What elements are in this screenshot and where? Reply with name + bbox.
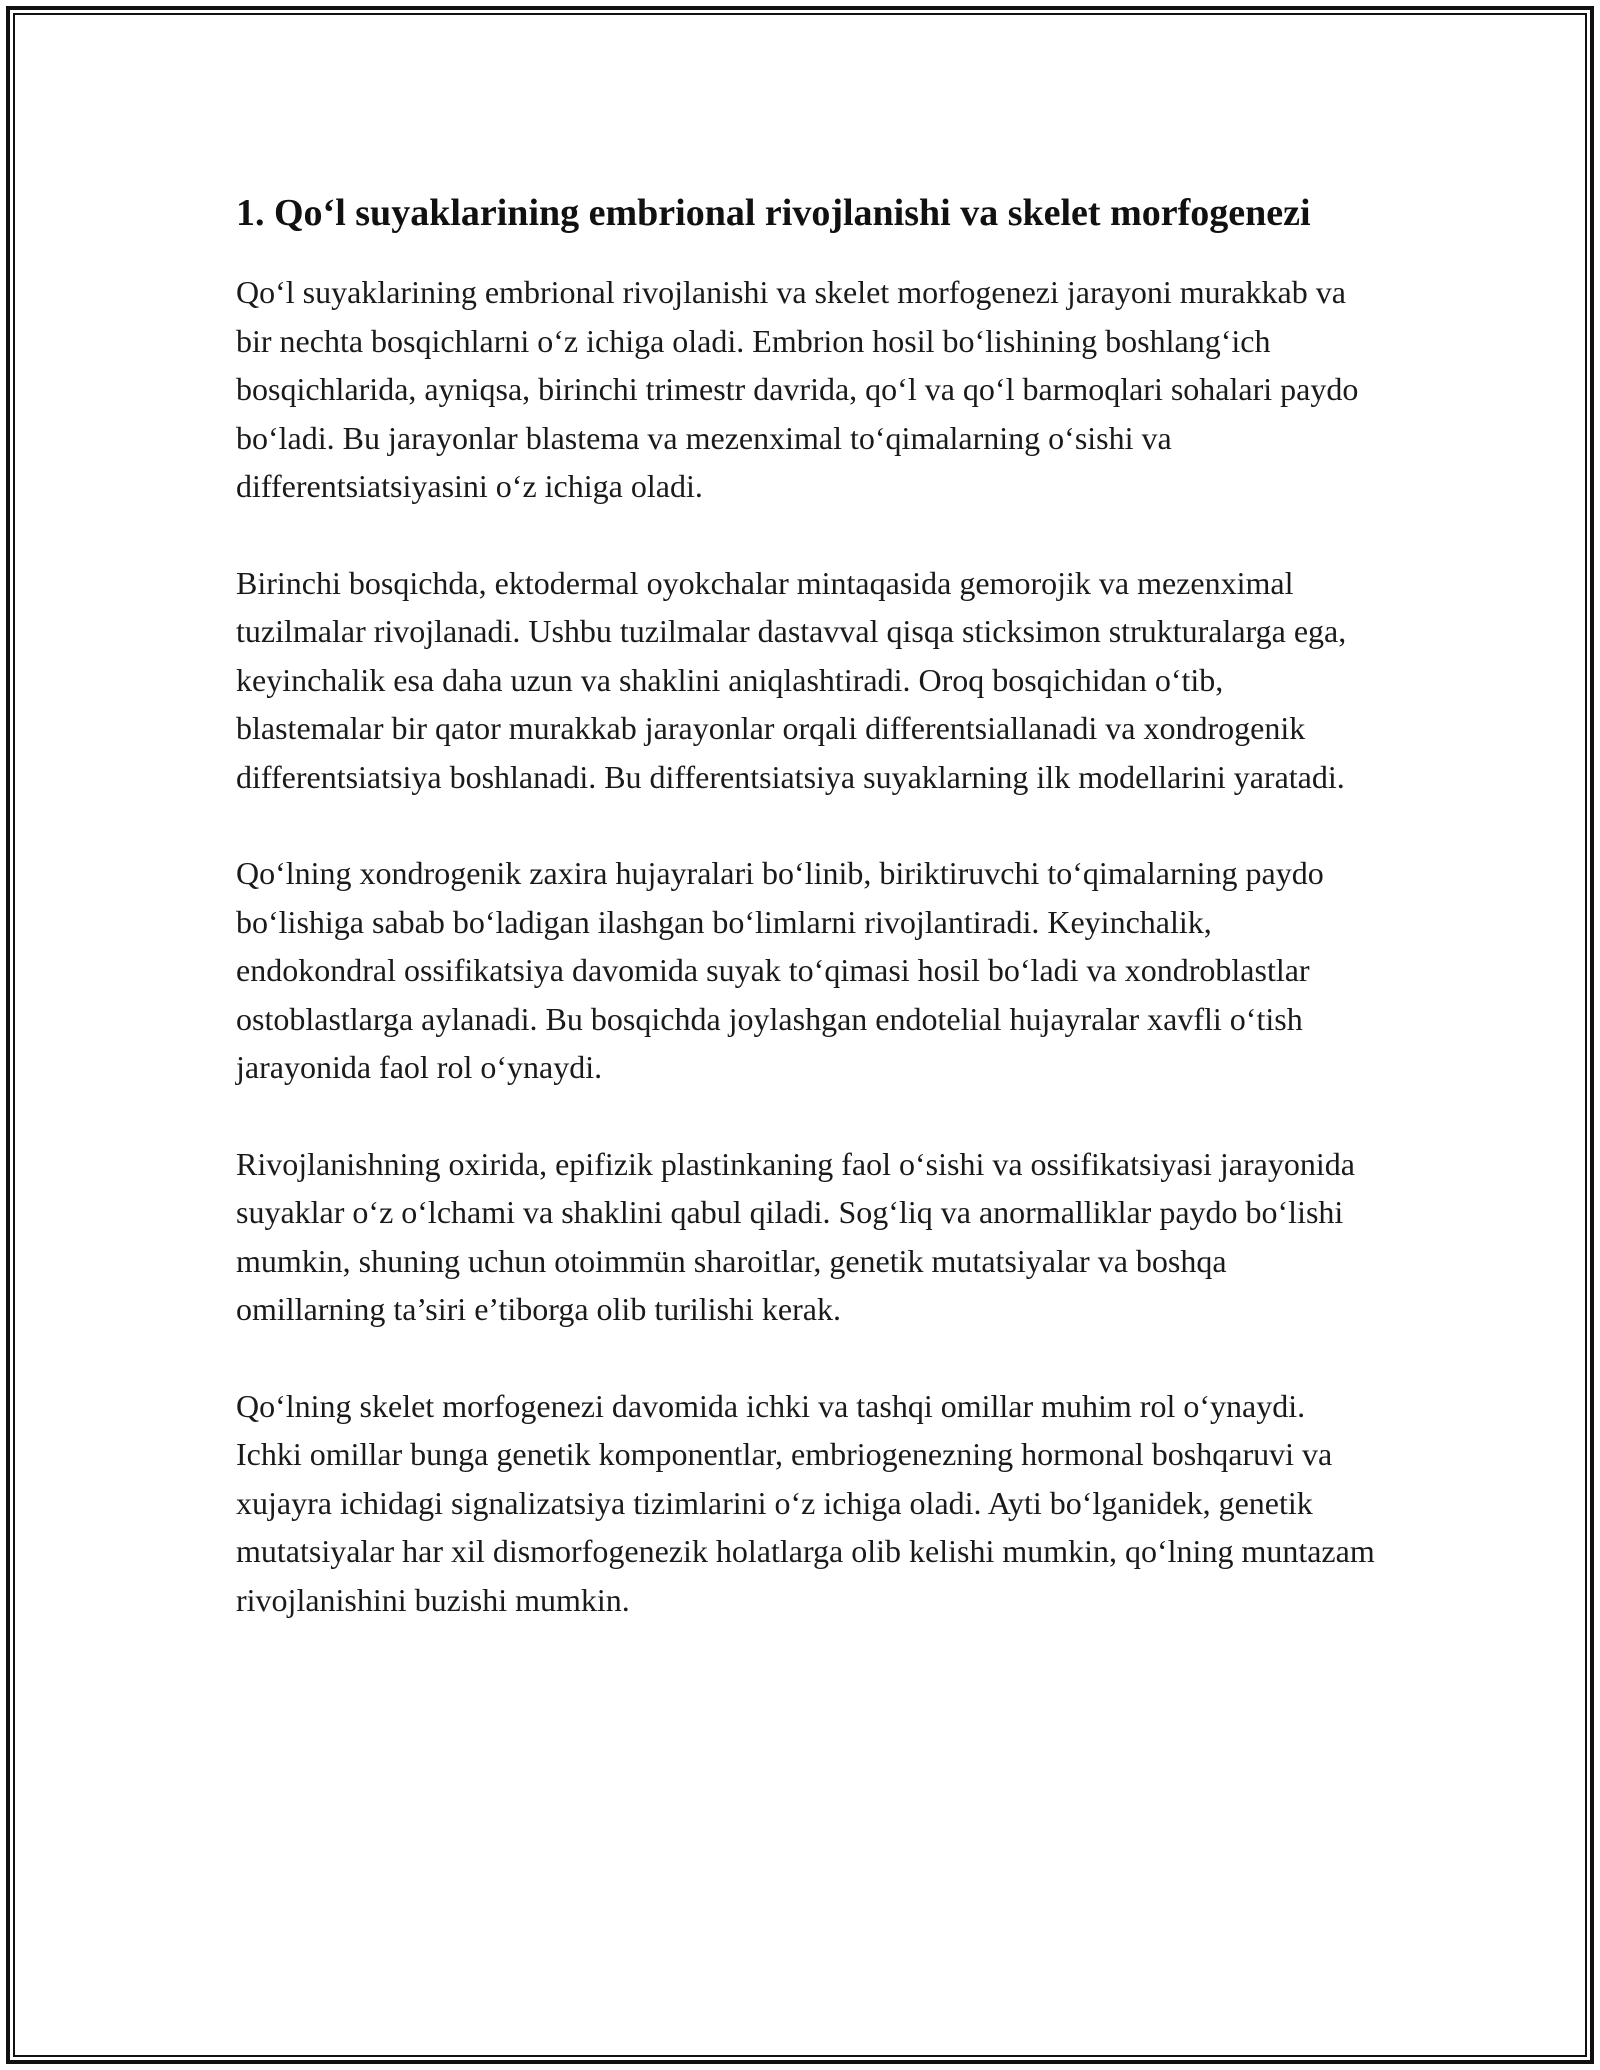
paragraph-1: Qo‘l suyaklarining embrional rivojlanishi va skelet morfogenezi jarayoni murakkab va bir nechta bosqichlarni o‘z ichiga oladi. Embrion hosil bo‘lishining boshlang‘ich bosqichlarida, ayniqsa, birinchi trimestr davrida, qo‘l va qo‘l barmoqlari sohalari paydo bo‘ladi. Bu jarayonlar blastema va mezenximal to‘qimalarning o‘sishi va differentsiatsiyasini o‘z ichiga oladi. bbox=[236, 274, 1359, 504]
document-body bbox=[236, 186, 1376, 1624]
paragraph-5: Qo‘lning skelet morfogenezi davomida ichki va tashqi omillar muhim rol o‘ynaydi. Ichki omillar bunga genetik komponentlar, embriogenezning hormonal boshqaruvi va xujayra ichidagi signalizatsiya tizimlarini o‘z ichiga oladi. Ayti bo‘lganidek, genetik mutatsiyalar har xil dismorfogenezik holatlarga olib kelishi mumkin, qo‘lning muntazam rivojlanishini buzishi mumkin. bbox=[236, 1387, 1375, 1618]
paragraph-4: Rivojlanishning oxirida, epifizik plastinkaning faol o‘sishi va ossifikatsiyasi jarayonida suyaklar o‘z o‘lchami va shaklini qabul qiladi. Sog‘liq va anormalliklar paydo bo‘lishi mumkin, shuning uchun otoimmün sharoitlar, genetik mutatsiyalar va boshqa omillarning ta’siri e’tiborga olib turilishi kerak. bbox=[236, 1145, 1355, 1327]
paragraph-2: Birinchi bosqichda, ektodermal oyokchalar mintaqasida gemorojik va mezenximal tuzilmalar rivojlanadi. Ushbu tuzilmalar dastavval qisqa sticksimon strukturalarga ega, keyinchalik esa daha uzun va shaklini aniqlashtiradi. Oroq bosqichidan o‘tib, blastemalar bir qator murakkab jarayonlar orqali differentsiallanadi va xondrogenik differentsiatsiya boshlanadi. Bu differentsiatsiya suyaklarning ilk modellarini yaratadi. bbox=[236, 564, 1347, 795]
section-heading: 1. Qo‘l suyaklarining embrional rivojlanishi va skelet morfogenezi bbox=[236, 192, 1311, 234]
paragraph-3: Qo‘lning xondrogenik zaxira hujayralari bo‘linib, biriktiruvchi to‘qimalarning paydo bo‘lishiga sabab bo‘ladigan ilashgan bo‘limlarni rivojlantiradi. Keyinchalik, endokondral ossifikatsiya davomida suyak to‘qimasi hosil bo‘ladi va xondroblastlar ostoblastlarga aylanadi. Bu bosqichda joylashgan endotelial hujayralar xavfli o‘tish jarayonida faol rol o‘ynaydi. bbox=[236, 855, 1324, 1085]
